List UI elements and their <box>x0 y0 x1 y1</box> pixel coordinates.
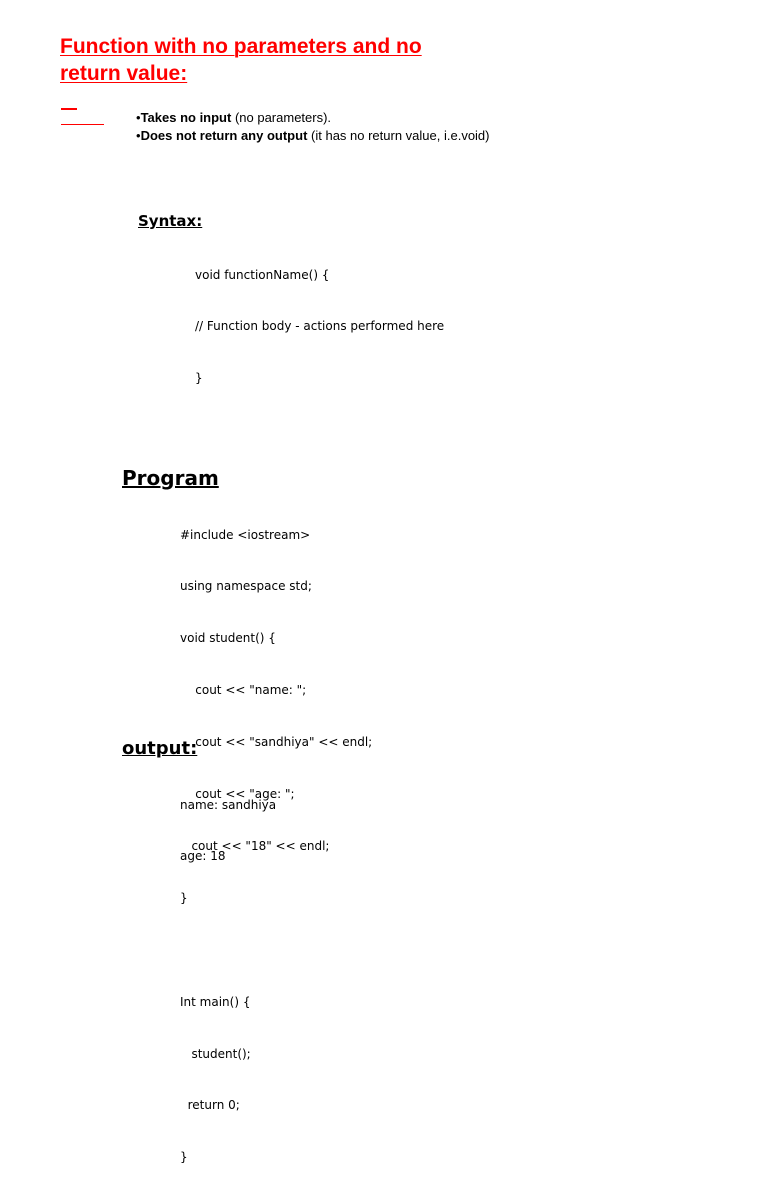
code-line: void student() { <box>180 631 276 646</box>
code-line: cout << "18" << endl; <box>180 838 330 853</box>
title-dash <box>61 108 77 110</box>
code-line: cout << "sandhiya" << endl; <box>180 735 373 750</box>
code-line: cout << "age: "; <box>180 787 295 802</box>
code-line: // Function body - actions performed here <box>195 319 445 334</box>
code-line: } <box>180 890 188 905</box>
bullet-marker: • <box>136 110 141 125</box>
code-line: void functionName() { <box>195 267 330 282</box>
code-line: student(); <box>180 1046 251 1061</box>
code-line: } <box>180 1150 188 1165</box>
code-line: #include <iostream> <box>180 527 311 542</box>
output-line: name: sandhiya <box>180 797 277 812</box>
code-line <box>180 942 372 959</box>
bullet-item <box>136 109 490 127</box>
code-line: } <box>195 371 203 386</box>
code-line: return 0; <box>180 1098 240 1113</box>
code-line: Int main() { <box>180 994 251 1009</box>
bullet-item <box>136 127 490 145</box>
syntax-code-block <box>195 232 444 405</box>
code-line: cout << "name: "; <box>180 683 307 698</box>
output-block <box>180 762 276 883</box>
bullet-bold-text: Does not return any output <box>140 128 308 143</box>
output-line: age: 18 <box>180 849 226 864</box>
syntax-heading: Syntax: <box>138 212 203 230</box>
bullet-bold-text: Takes no input <box>140 110 232 125</box>
bullet-rest-text: (no parameters). <box>231 110 332 125</box>
code-line: using namespace std; <box>180 579 312 594</box>
page-title: Function with no parameters and no return value: <box>60 35 422 85</box>
title-underline <box>61 124 104 125</box>
bullet-list <box>136 109 490 145</box>
bullet-marker: • <box>136 128 141 143</box>
bullet-rest-text: (it has no return value, i.e.void) <box>307 128 490 143</box>
output-heading: output: <box>122 738 198 759</box>
program-heading: Program <box>122 466 219 490</box>
